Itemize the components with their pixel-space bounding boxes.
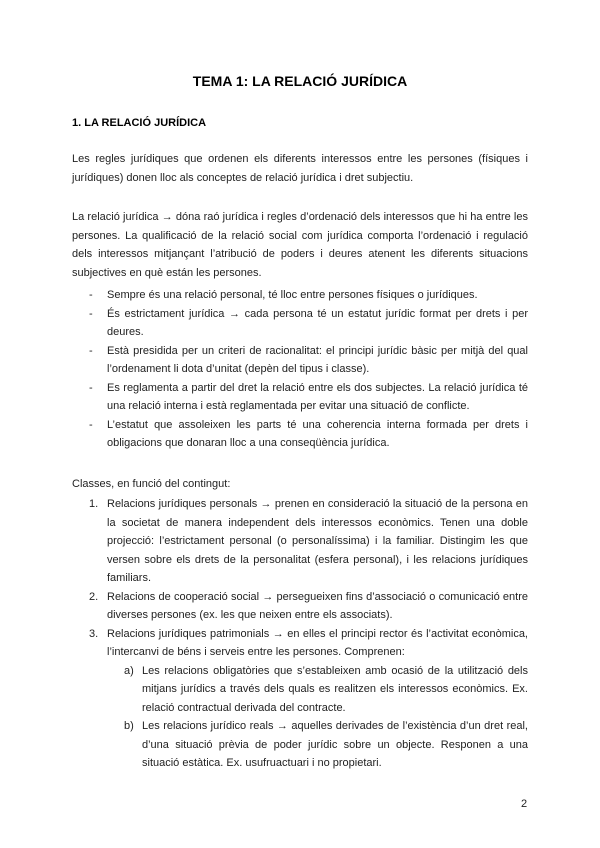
sub-label: a) <box>124 664 134 677</box>
bullet-dash: - <box>89 418 93 431</box>
list-item <box>72 379 528 416</box>
list-item <box>72 342 528 379</box>
list-item <box>72 416 528 453</box>
bullet-text: És estrictament jurídica → cada persona té un estatut jurídic format per drets i per deures. <box>107 307 528 338</box>
classes-intro: Classes, en funció del contingut: <box>72 478 231 490</box>
bullet-dash: - <box>89 344 93 357</box>
list-item <box>72 588 528 625</box>
classes-list <box>72 495 528 773</box>
list-item <box>72 305 528 342</box>
patrimonial-sublist <box>107 662 528 773</box>
section-heading: 1. LA RELACIÓ JURÍDICA <box>72 117 207 129</box>
list-item <box>107 662 528 718</box>
item-text: Relacions jurídiques patrimonials → en elles el principi rector és l’activitat econòmica, l’intercanvi de béns i serveis entre les persones. Comprenen: <box>107 627 528 658</box>
sub-label: b) <box>124 720 134 732</box>
sub-text: Les relacions obligatòries que s’estableixen amb ocasió de la utilització dels mitjans jurídics a través dels quals es realitzen els interessos econòmics. Ex. relació contractual derivada del contracte. <box>142 664 528 714</box>
item-number: 1. <box>89 498 99 510</box>
item-text: Relacions jurídiques personals → prenen en consideració la situació de la persona en la societat de manera independent dels interessos econòmics. Tenen una doble projecció: l’estrictament personal (o personalíssima) i la familiar. Distingim les que versen sobre els drets de la personalitat (esfera personal), i les relacions jurídiques familiars. <box>107 498 528 584</box>
sub-text: Les relacions jurídico reals → aquelles derivades de l’existència d’un dret real, d’una situació prèvia de poder jurídic sobre un objecte. Responen a una situació estàtica. Ex. usufruactuari i no propietari. <box>142 720 528 769</box>
definition-paragraph: La relació jurídica → dóna raó jurídica i regles d’ordenació dels interessos que hi ha entre les persones. La qualificació de la relació social com jurídica comporta l’ordenació i regulació dels interessos mitjançant l’atribució de poders i deures atenent les diferents situacions subjectives en què están les persones. <box>72 211 528 279</box>
bullet-dash: - <box>89 289 93 301</box>
intro-paragraph: Les regles jurídiques que ordenen els diferents interessos entre les persones (físiques i jurídiques) donen lloc als conceptes de relació jurídica i dret subjectiu. <box>72 153 528 184</box>
bullet-text: L’estatut que assoleixen les parts té una coherencia interna formada per drets i obligacions que donaran lloc a una conseqüència jurídica. <box>107 418 528 449</box>
bullet-text: Es reglamenta a partir del dret la relació entre els dos subjectes. La relació jurídica té una relació interna i està reglamentada per evitar una situació de conflicte. <box>107 381 528 412</box>
item-number: 3. <box>89 627 99 640</box>
bullet-dash: - <box>89 307 93 320</box>
bullet-text: Està presidida per un criteri de racionalitat: el principi jurídic bàsic per mitjà del qual l’ordenament li dota d’unitat (depèn del tipus i classe). <box>107 344 528 375</box>
item-number: 2. <box>89 590 99 603</box>
list-item <box>72 286 528 305</box>
bullet-dash: - <box>89 381 93 394</box>
list-item <box>107 717 528 773</box>
item-text: Relacions de cooperació social → persegueixen fins d’associació o comunicació entre diverses persones (ex. les que neixen entre els associats). <box>107 590 528 621</box>
characteristics-list <box>72 286 528 453</box>
list-item <box>72 625 528 773</box>
page-title: TEMA 1: LA RELACIÓ JURÍDICA <box>192 73 408 89</box>
page-number: 2 <box>521 798 528 810</box>
list-item <box>72 495 528 588</box>
bullet-text: Sempre és una relació personal, té lloc entre persones físiques o jurídiques. <box>107 289 478 301</box>
